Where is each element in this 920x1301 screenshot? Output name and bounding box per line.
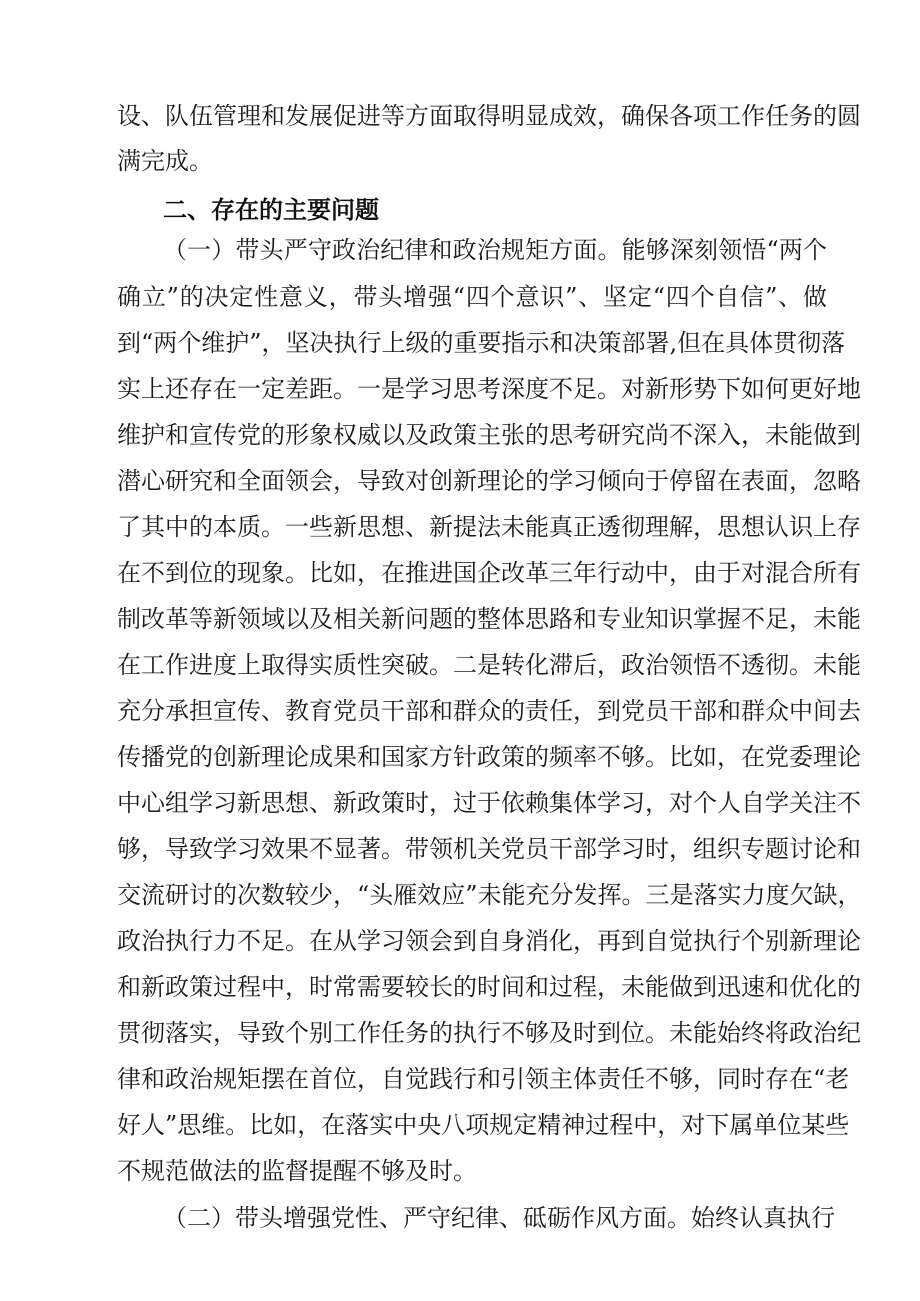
text-line: 设、队伍管理和发展促进等方面取得明显成效，确保各项工作任务的圆 [117, 102, 861, 130]
paragraph-line: 中心组学习新思想、新政策时，过于依赖集体学习，对个人自学关注不 [117, 789, 861, 817]
paragraph-line: 贯彻落实，导致个别工作任务的执行不够及时到位。未能始终将政治纪 [117, 1019, 861, 1047]
paragraph-line: 到“两个维护”，坚决执行上级的重要指示和决策部署,但在具体贯彻落 [117, 329, 846, 357]
paragraph-line: 在不到位的现象。比如，在推进国企改革三年行动中，由于对混合所有 [117, 559, 861, 587]
paragraph-line: 和新政策过程中，时常需要较长的时间和过程，未能做到迅速和优化的 [117, 973, 861, 1001]
paragraph-line: 确立”的决定性意义，带头增强“四个意识”、坚定“四个自信”、做 [117, 283, 827, 311]
paragraph-line: 充分承担宣传、教育党员干部和群众的责任，到党员干部和群众中间去 [117, 697, 861, 725]
section-heading: 二、存在的主要问题 [163, 196, 379, 224]
paragraph-line: 交流研讨的次数较少，“头雁效应”未能充分发挥。三是落实力度欠缺， [117, 881, 862, 909]
paragraph-line: 制改革等新领域以及相关新问题的整体思路和专业知识掌握不足，未能 [117, 605, 861, 633]
paragraph-line: 好人”思维。比如，在落实中央八项规定精神过程中，对下属单位某些 [117, 1111, 850, 1139]
paragraph-line: 了其中的本质。一些新思想、新提法未能真正透彻理解，思想认识上存 [117, 513, 861, 541]
paragraph-line: 传播党的创新理论成果和国家方针政策的频率不够。比如，在党委理论 [117, 743, 861, 771]
paragraph-line: 律和政治规矩摆在首位，自觉践行和引领主体责任不够，同时存在“老 [117, 1065, 850, 1093]
paragraph-line: 维护和宣传党的形象权威以及政策主张的思考研究尚不深入，未能做到 [117, 421, 861, 449]
paragraph-line: 在工作进度上取得实质性突破。二是转化滞后，政治领悟不透彻。未能 [117, 651, 861, 679]
paragraph-line: 政治执行力不足。在从学习领会到自身消化，再到自觉执行个别新理论 [117, 927, 861, 955]
paragraph-line: 潜心研究和全面领会，导致对创新理论的学习倾向于停留在表面，忽略 [117, 467, 861, 495]
paragraph-line: 够，导致学习效果不显著。带领机关党员干部学习时，组织专题讨论和 [117, 835, 861, 863]
paragraph-line: 实上还存在一定差距。一是学习思考深度不足。对新形势下如何更好地 [117, 375, 861, 403]
paragraph-line: （二）带头增强党性、严守纪律、砥砺作风方面。始终认真执行 [163, 1204, 835, 1232]
text-line: 满完成。 [117, 147, 213, 175]
paragraph-line: （一）带头严守政治纪律和政治规矩方面。能够深刻领悟“两个 [163, 236, 827, 264]
paragraph-line: 不规范做法的监督提醒不够及时。 [117, 1157, 477, 1185]
